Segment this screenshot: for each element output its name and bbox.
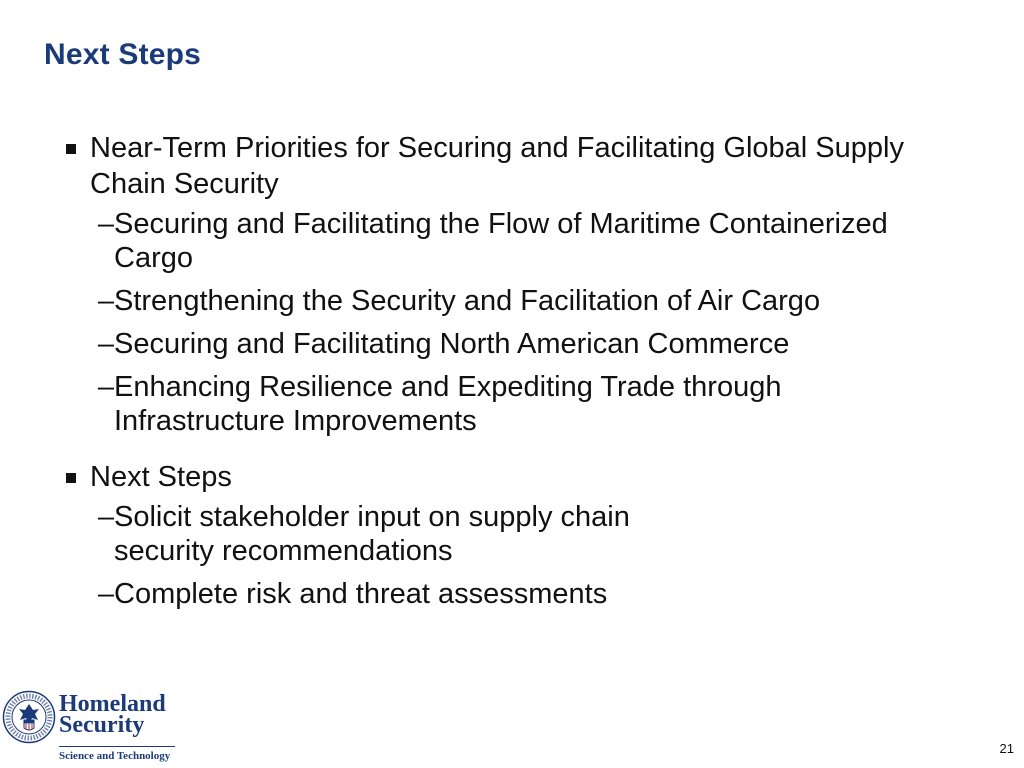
- page-number: 21: [999, 741, 1014, 756]
- sub-item-text: Enhancing Resilience and Expediting Trade through Infrastructure Improvements: [114, 371, 782, 437]
- sub-item-text: Securing and Facilitating the Flow of Maritime Containerized Cargo: [114, 208, 888, 274]
- dash-marker: –: [97, 371, 114, 403]
- sub-item-text: Solicit stakeholder input on supply chain security recommendations: [114, 501, 630, 567]
- dash-marker: –: [97, 328, 114, 360]
- bullet-text: Next Steps: [90, 461, 232, 493]
- logo-wordmark-line2: Security: [59, 712, 145, 738]
- sub-item-text: Securing and Facilitating North American Commerce: [114, 328, 790, 360]
- dhs-logo: [2, 690, 177, 764]
- dash-marker: –: [97, 501, 114, 533]
- bullet-item-next-steps: [64, 459, 964, 611]
- square-bullet-icon: [66, 144, 76, 154]
- bullet-list: [64, 130, 964, 611]
- sub-item-text: Strengthening the Security and Facilitation of Air Cargo: [114, 285, 821, 317]
- sub-item: [90, 577, 964, 611]
- dhs-seal-icon: [2, 690, 56, 744]
- bullet-text: Near-Term Priorities for Securing and Facilitating Global Supply Chain Security: [90, 132, 904, 200]
- sub-item: [90, 370, 964, 438]
- sub-item: [90, 207, 964, 275]
- slide-title: Next Steps: [44, 38, 202, 71]
- spacer: [64, 447, 964, 459]
- sub-item: [90, 500, 964, 568]
- sub-list: [64, 207, 964, 438]
- dash-marker: –: [97, 208, 114, 240]
- sub-item-text: Complete risk and threat assessments: [114, 578, 608, 610]
- logo-wordmark-line1: Homeland: [59, 691, 166, 717]
- bullet-item-priorities: [64, 130, 964, 438]
- logo-subline: Science and Technology: [59, 750, 171, 762]
- dash-marker: –: [97, 578, 114, 610]
- sub-item: [90, 327, 964, 361]
- dash-marker: –: [97, 285, 114, 317]
- square-bullet-icon: [66, 473, 76, 483]
- sub-item: [90, 284, 964, 318]
- sub-list: [64, 500, 964, 611]
- logo-divider: [59, 746, 175, 747]
- slide-content: [64, 130, 964, 620]
